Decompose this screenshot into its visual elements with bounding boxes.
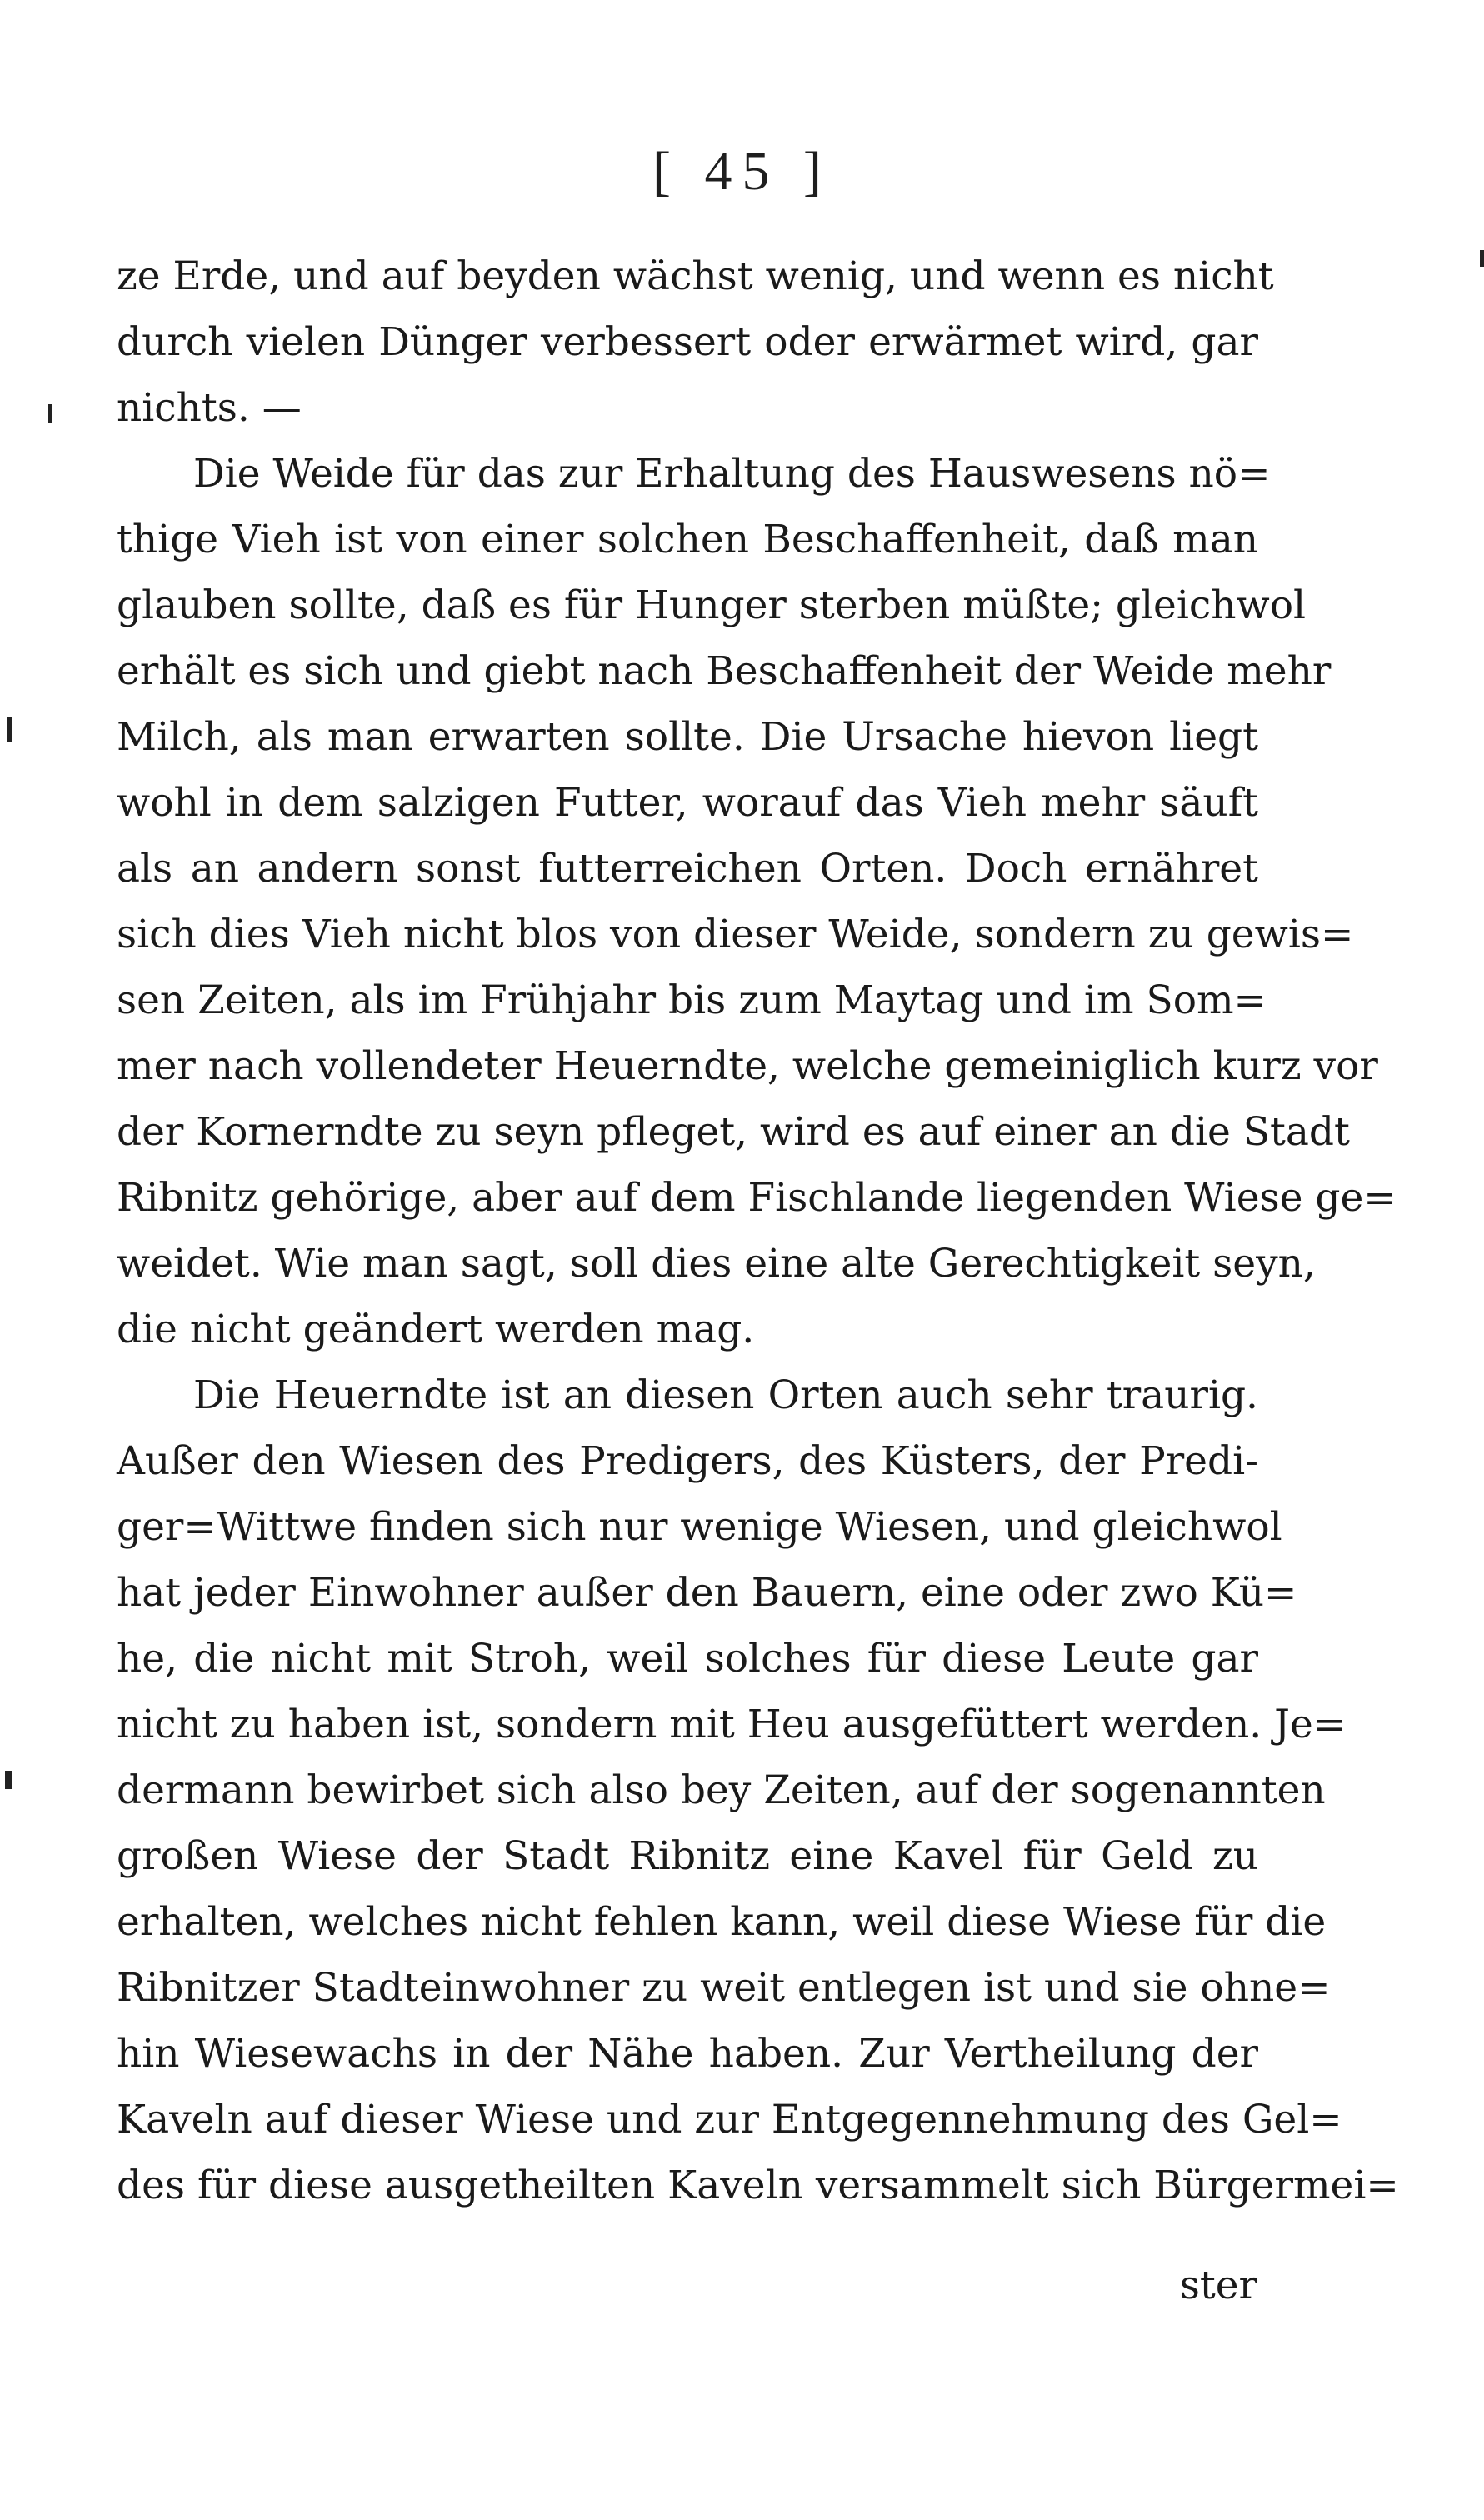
body-text — [117, 243, 1399, 2218]
text-line: der Kornerndte zu seyn pfleget, wird es auf einer an die Stadt — [117, 1109, 1350, 1155]
text-line: erhält es sich und giebt nach Beschaffenheit der Weide mehr — [117, 648, 1332, 694]
catchword: ster — [1179, 2262, 1257, 2308]
text-line: die nicht geändert werden mag. — [117, 1307, 755, 1352]
scan-speck — [7, 717, 12, 742]
text-line: weidet. Wie man sagt, soll dies eine alte Gerechtigkeit seyn, — [117, 1241, 1316, 1287]
text-line: des für diese ausgetheilten Kaveln versammelt sich Bürgermei= — [117, 2162, 1399, 2208]
text-line: Die Weide für das zur Erhaltung des Hauswesens nö= — [193, 451, 1271, 497]
scan-speck — [5, 1771, 12, 1789]
page-number: [ 45 ] — [652, 141, 832, 202]
text-line: Die Heuerndte ist an diesen Orten auch sehr traurig. — [193, 1372, 1258, 1418]
text-line: erhalten, welches nicht fehlen kann, weil diese Wiese für die — [117, 1899, 1327, 1945]
text-line: Ribnitz gehörige, aber auf dem Fischlande liegenden Wiese ge= — [117, 1175, 1397, 1221]
text-line: Ribnitzer Stadteinwohner zu weit entlegen ist und sie ohne= — [117, 1965, 1331, 2011]
text-line: großen Wiese der Stadt Ribnitz eine Kavel für Geld zu — [117, 1833, 1258, 1879]
text-line: als an andern sonst futterreichen Orten. Doch ernähret — [117, 846, 1258, 892]
text-line: Außer den Wiesen des Predigers, des Küsters, der Predi- — [117, 1438, 1258, 1484]
text-line: Milch, als man erwarten sollte. Die Ursache hievon liegt — [117, 714, 1258, 760]
text-line: Kaveln auf dieser Wiese und zur Entgegennehmung des Gel= — [117, 2097, 1342, 2142]
text-line: ger=Wittwe finden sich nur wenige Wiesen, und gleichwol — [117, 1504, 1282, 1550]
text-line: thige Vieh ist von einer solchen Beschaffenheit, daß man — [117, 517, 1258, 562]
scan-speck — [1480, 250, 1484, 267]
text-line: glauben sollte, daß es für Hunger sterben müßte; gleichwol — [117, 582, 1307, 628]
text-line: mer nach vollendeter Heuerndte, welche gemeiniglich kurz vor — [117, 1043, 1378, 1089]
text-line: dermann bewirbet sich also bey Zeiten, auf der sogenannten — [117, 1768, 1326, 1813]
scan-speck — [48, 404, 52, 422]
text-line: hin Wiesewachs in der Nähe haben. Zur Vertheilung der — [117, 2031, 1258, 2077]
text-line: nicht zu haben ist, sondern mit Heu ausgefüttert werden. Je= — [117, 1702, 1347, 1748]
text-line: durch vielen Dünger verbessert oder erwärmet wird, gar — [117, 319, 1258, 365]
text-line: he, die nicht mit Stroh, weil solches für diese Leute gar — [117, 1636, 1258, 1682]
text-line: sen Zeiten, als im Frühjahr bis zum Maytag und im Som= — [117, 978, 1267, 1023]
text-line: wohl in dem salzigen Futter, worauf das Vieh mehr säuft — [117, 780, 1258, 826]
text-line: nichts. — — [117, 385, 302, 431]
text-line: ze Erde, und auf beyden wächst wenig, und wenn es nicht — [117, 253, 1274, 299]
text-line: sich dies Vieh nicht blos von dieser Weide, sondern zu gewis= — [117, 912, 1354, 958]
text-line: hat jeder Einwohner außer den Bauern, eine oder zwo Kü= — [117, 1570, 1297, 1616]
